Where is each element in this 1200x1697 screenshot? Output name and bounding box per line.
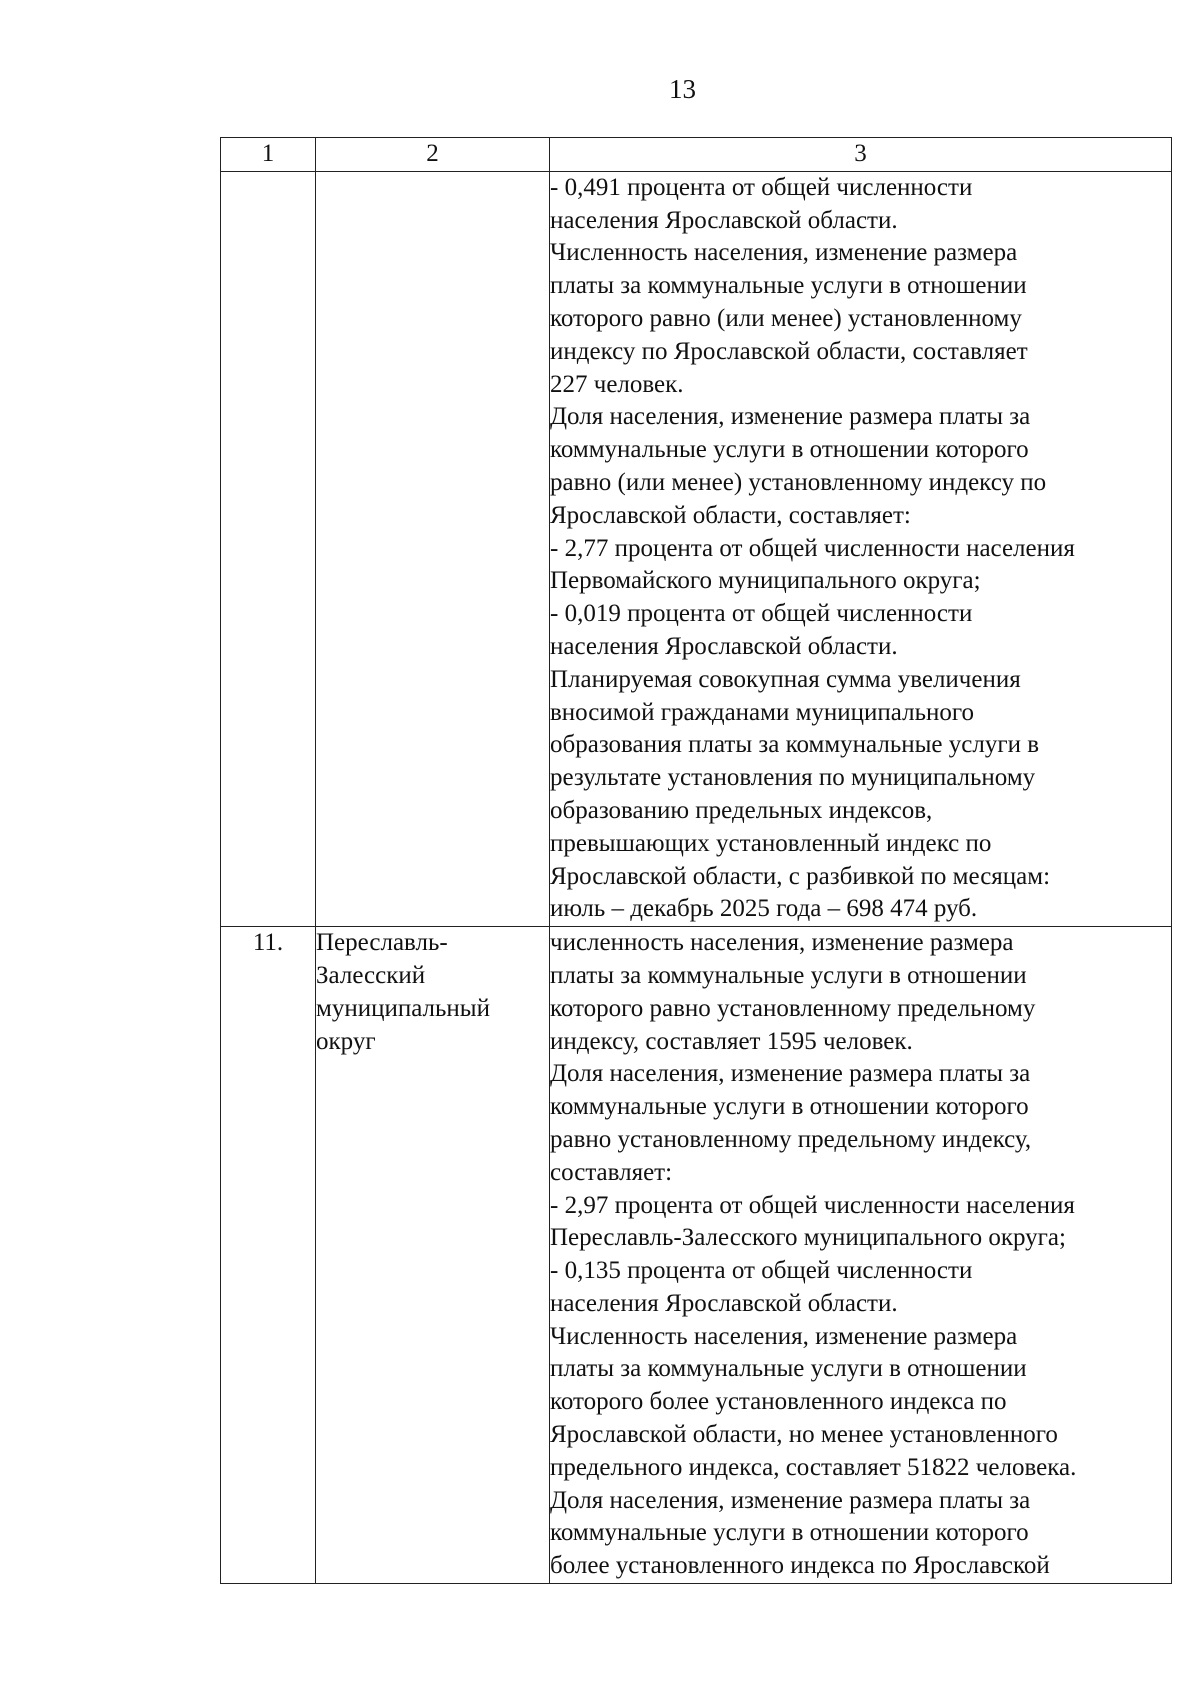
description-line: 227 человек. xyxy=(550,370,684,398)
description-line: - 2,77 процента от общей численности населения xyxy=(550,534,1075,562)
municipality-name-cell xyxy=(316,927,550,1584)
document-table xyxy=(220,137,1172,1584)
table-row xyxy=(221,171,1172,926)
description-line: - 0,491 процента от общей численности xyxy=(550,173,973,201)
row-number-cell: 11. xyxy=(221,927,316,1584)
table-header-row xyxy=(221,138,1172,172)
description-line: платы за коммунальные услуги в отношении xyxy=(550,272,1027,300)
description-line: Численность населения, изменение размера xyxy=(550,239,1018,267)
municipality-name-line: Переславль- xyxy=(316,929,448,957)
description-line: коммунальные услуги в отношении которого xyxy=(550,1519,1029,1547)
description-line: Численность населения, изменение размера xyxy=(550,1322,1018,1350)
description-line: населения Ярославской области. xyxy=(550,206,898,234)
description-line: - 0,135 процента от общей численности xyxy=(550,1257,973,1285)
description-line: равно (или менее) установленному индексу по xyxy=(550,468,1047,496)
description-line: индексу по Ярославской области, составляет xyxy=(550,337,1028,365)
description-line: образования платы за коммунальные услуги в xyxy=(550,731,1040,759)
description-line: равно установленному предельному индексу, xyxy=(550,1125,1032,1153)
description-line: июль – декабрь 2025 года – 698 474 руб. xyxy=(550,895,978,923)
description-line: Первомайского муниципального округа; xyxy=(550,567,981,595)
column-header-1: 1 xyxy=(221,138,316,172)
description-cell xyxy=(550,927,1172,1584)
description-line: платы за коммунальные услуги в отношении xyxy=(550,1355,1027,1383)
municipality-name-line: муниципальный xyxy=(316,994,490,1022)
municipality-name-line: округ xyxy=(316,1027,376,1055)
description-line: Ярославской области, составляет: xyxy=(550,501,911,529)
description-line: предельного индекса, составляет 51822 человека. xyxy=(550,1453,1077,1481)
description-line: Доля населения, изменение размера платы за xyxy=(550,1486,1031,1514)
description-line: населения Ярославской области. xyxy=(550,632,898,660)
description-line: Ярославской области, но менее установленного xyxy=(550,1421,1058,1449)
description-line: Ярославской области, с разбивкой по месяцам: xyxy=(550,862,1051,890)
description-line: - 0,019 процента от общей численности xyxy=(550,600,973,628)
column-header-2: 2 xyxy=(316,138,550,172)
description-line: населения Ярославской области. xyxy=(550,1289,898,1317)
description-line: которого равно (или менее) установленному xyxy=(550,304,1022,332)
row-number-cell xyxy=(221,171,316,926)
description-line: вносимой гражданами муниципального xyxy=(550,698,975,726)
description-line: коммунальные услуги в отношении которого xyxy=(550,436,1029,464)
description-line: Планируемая совокупная сумма увеличения xyxy=(550,665,1021,693)
description-line: Переславль-Залесского муниципального округа; xyxy=(550,1224,1066,1252)
description-line: составляет: xyxy=(550,1158,673,1186)
description-cell xyxy=(550,171,1172,926)
description-line: индексу, составляет 1595 человек. xyxy=(550,1027,913,1055)
description-line: численность населения, изменение размера xyxy=(550,929,1014,957)
description-line: результате установления по муниципальному xyxy=(550,764,1036,792)
municipality-name-line: Залесский xyxy=(316,961,426,989)
column-header-3: 3 xyxy=(550,138,1172,172)
description-line: коммунальные услуги в отношении которого xyxy=(550,1093,1029,1121)
description-line: которого более установленного индекса по xyxy=(550,1388,1007,1416)
page-number: 13 xyxy=(669,74,696,104)
municipality-name-cell xyxy=(316,171,550,926)
description-line: образованию предельных индексов, xyxy=(550,796,933,824)
description-line: Доля населения, изменение размера платы за xyxy=(550,1060,1031,1088)
description-line: которого равно установленному предельному xyxy=(550,994,1036,1022)
description-line: Доля населения, изменение размера платы за xyxy=(550,403,1031,431)
description-line: платы за коммунальные услуги в отношении xyxy=(550,961,1027,989)
table-row xyxy=(221,927,1172,1584)
description-line: - 2,97 процента от общей численности населения xyxy=(550,1191,1075,1219)
description-line: превышающих установленный индекс по xyxy=(550,829,992,857)
description-line: более установленного индекса по Ярославской xyxy=(550,1552,1050,1580)
